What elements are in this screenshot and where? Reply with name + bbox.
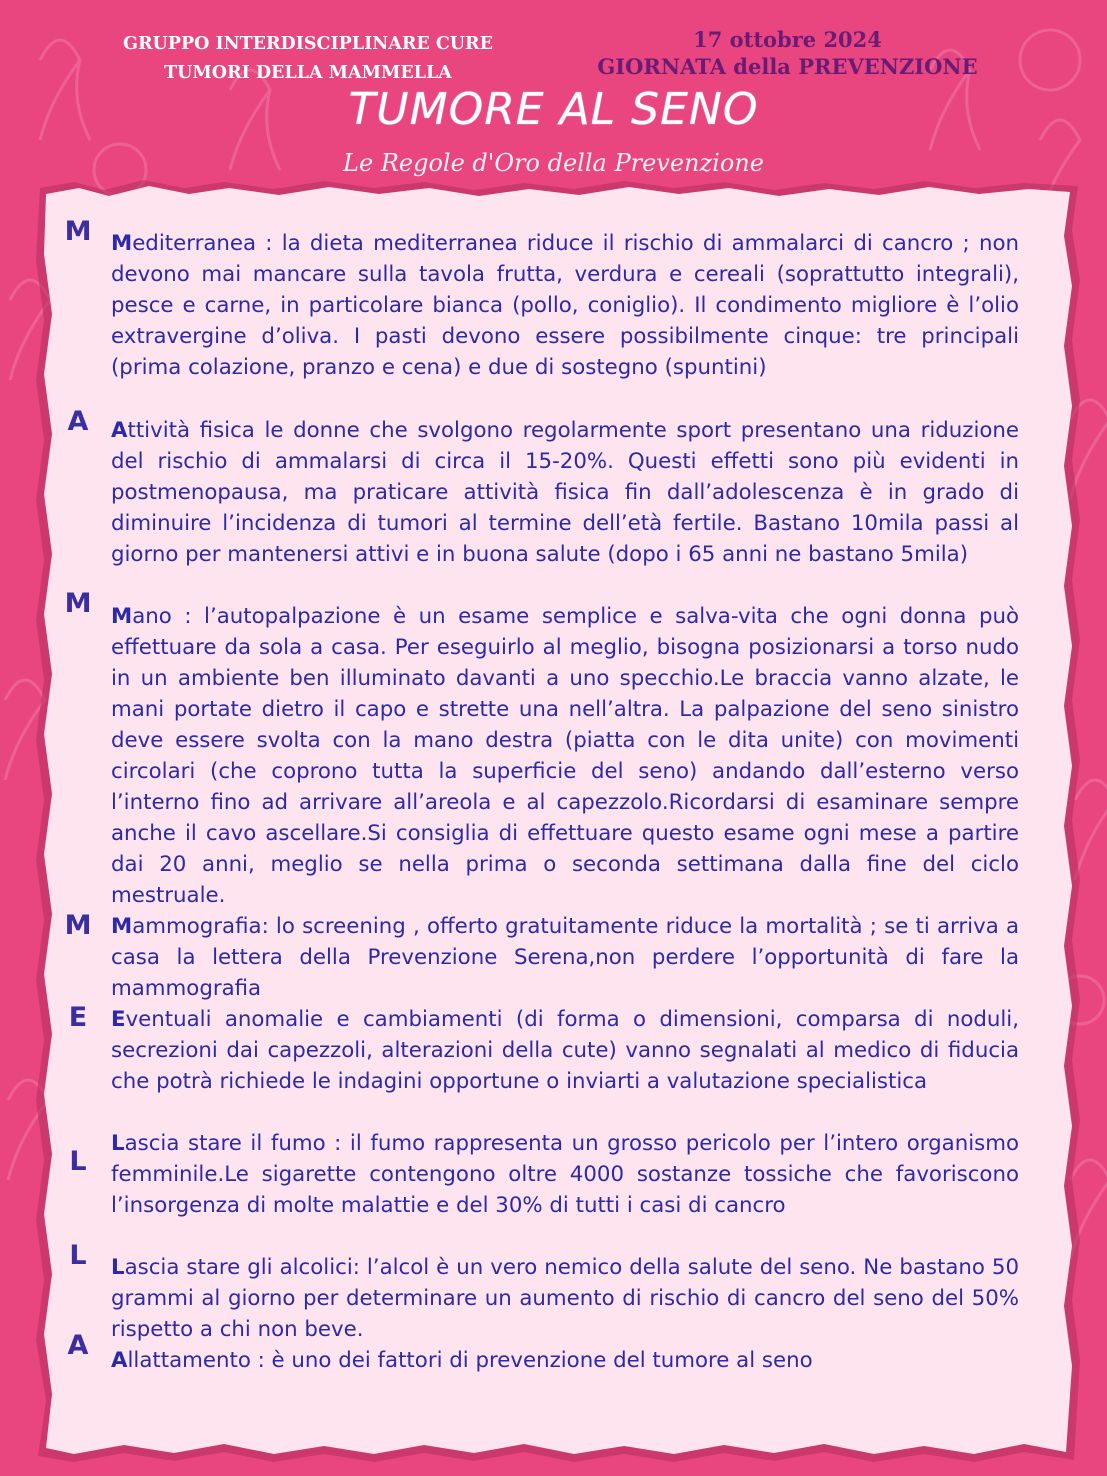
organization-line-2: TUMORI DELLA MAMMELLA — [164, 63, 452, 83]
event-date: 17 ottobre 2024 — [693, 27, 882, 52]
rule-lead-letter: E — [111, 1007, 126, 1032]
rule-text: ammografia: lo screening , offerto gratuitamente riduce la mortalità ; se ti arriva a casa la lettera della Prevenzione Serena,non perdere l’opportunità di fare la mammografia — [111, 914, 1019, 1001]
rule-lead-letter: M — [111, 231, 133, 256]
rule-lead-letter: L — [111, 1255, 125, 1280]
organization-block — [98, 30, 518, 88]
acrostic-letter-a: A — [67, 1330, 89, 1361]
rule-lead-letter: A — [111, 1348, 128, 1373]
acrostic-letter-a: A — [67, 406, 89, 437]
acrostic-list — [34, 180, 1082, 1464]
rule-mano — [111, 601, 1019, 911]
organization-line-1: GRUPPO INTERDISCIPLINARE CURE — [123, 34, 493, 54]
event-block — [575, 26, 1000, 80]
rule-text: ventuali anomalie e cambiamenti (di forma o dimensioni, comparsa di noduli, secrezioni dai capezzoli, alterazioni della cute) vanno segnalati al medico di fiducia che potrà richiede le indagini opportune o inviarti a valutazione specialistica — [111, 1007, 1019, 1094]
rule-mammografia — [111, 911, 1019, 1004]
acrostic-letter-m: M — [64, 216, 92, 247]
rule-mediterranea — [111, 228, 1019, 383]
rule-text: ttività fisica le donne che svolgono regolarmente sport presentano una riduzione del rischio di ammalarsi di circa il 15-20%. Questi effetti sono più evidenti in postmenopausa, ma praticare attività fisica fin dall’adolescenza è in grado di diminuire l’incidenza di tumori al termine dell’età fertile. Bastano 10mila passi al giorno per mantenersi attivi e in buona salute (dopo i 65 anni ne bastano 5mila) — [111, 418, 1019, 567]
rule-text: ascia stare il fumo : il fumo rappresenta un grosso pericolo per l’intero organismo femminile.Le sigarette contengono oltre 4000 sostanze tossiche che favoriscono l’insorgenza di molte malattie e del 30% di tutti i casi di cancro — [111, 1131, 1019, 1218]
page-title: TUMORE AL SENO — [348, 84, 759, 135]
rule-text: ascia stare gli alcolici: l’alcol è un vero nemico della salute del seno. Ne bastano 50 grammi al giorno per determinare un aumento di rischio di cancro del seno del 50% rispetto a chi non beve. — [111, 1255, 1019, 1342]
rule-lead-letter: M — [111, 604, 133, 629]
rule-eventuali-anomalie — [111, 1004, 1019, 1097]
rule-fumo — [111, 1128, 1019, 1221]
acrostic-letter-e: E — [68, 1002, 88, 1033]
acrostic-letter-m: M — [64, 588, 92, 619]
rule-lead-letter: M — [111, 914, 133, 939]
rule-text: editerranea : la dieta mediterranea riduce il rischio di ammalarci di cancro ; non devono mai mancare sulla tavola frutta, verdura e cereali (soprattutto integrali), pesce e carne, in particolare bianca (pollo, coniglio). Il condimento migliore è l’olio extravergine d’oliva. I pasti devono essere possibilmente cinque: tre principali (prima colazione, pranzo e cena) e due di sostegno (spuntini) — [111, 231, 1019, 380]
rule-text: ano : l’autopalpazione è un esame semplice e salva-vita che ogni donna può effettuare da sola a casa. Per eseguirlo al meglio, bisogna posizionarsi a torso nudo in un ambiente ben illuminato davanti a uno specchio.Le braccia vanno alzate, le mani portate dietro il capo e strette una nell’altra. La palpazione del seno sinistro deve essere svolta con la mano destra (piatta con le dita unite) con movimenti circolari (che coprono tutta la superficie del seno) andando dall’esterno verso l’interno fino ad arrivare all’areola e al capezzolo.Ricordarsi di esaminare sempre anche il cavo ascellare.Si consiglia di effettuare questo esame ogni mese a partire dai 20 anni, meglio se nella prima o seconda settimana dalla fine del ciclo mestruale. — [111, 604, 1019, 908]
page-subtitle: Le Regole d'Oro della Prevenzione — [343, 149, 764, 177]
rule-allattamento — [111, 1345, 1019, 1376]
acrostic-letter-l: L — [69, 1146, 87, 1177]
torn-paper-panel — [34, 180, 1082, 1464]
rule-lead-letter: L — [111, 1131, 125, 1156]
rule-attivita-fisica — [111, 415, 1019, 570]
event-name: GIORNATA della PREVENZIONE — [597, 54, 978, 79]
acrostic-letter-m: M — [64, 910, 92, 941]
rule-text: llattamento : è uno dei fattori di prevenzione del tumore al seno — [127, 1348, 813, 1373]
rule-alcolici — [111, 1252, 1019, 1345]
rule-lead-letter: A — [111, 418, 128, 443]
acrostic-letter-l: L — [69, 1240, 87, 1271]
